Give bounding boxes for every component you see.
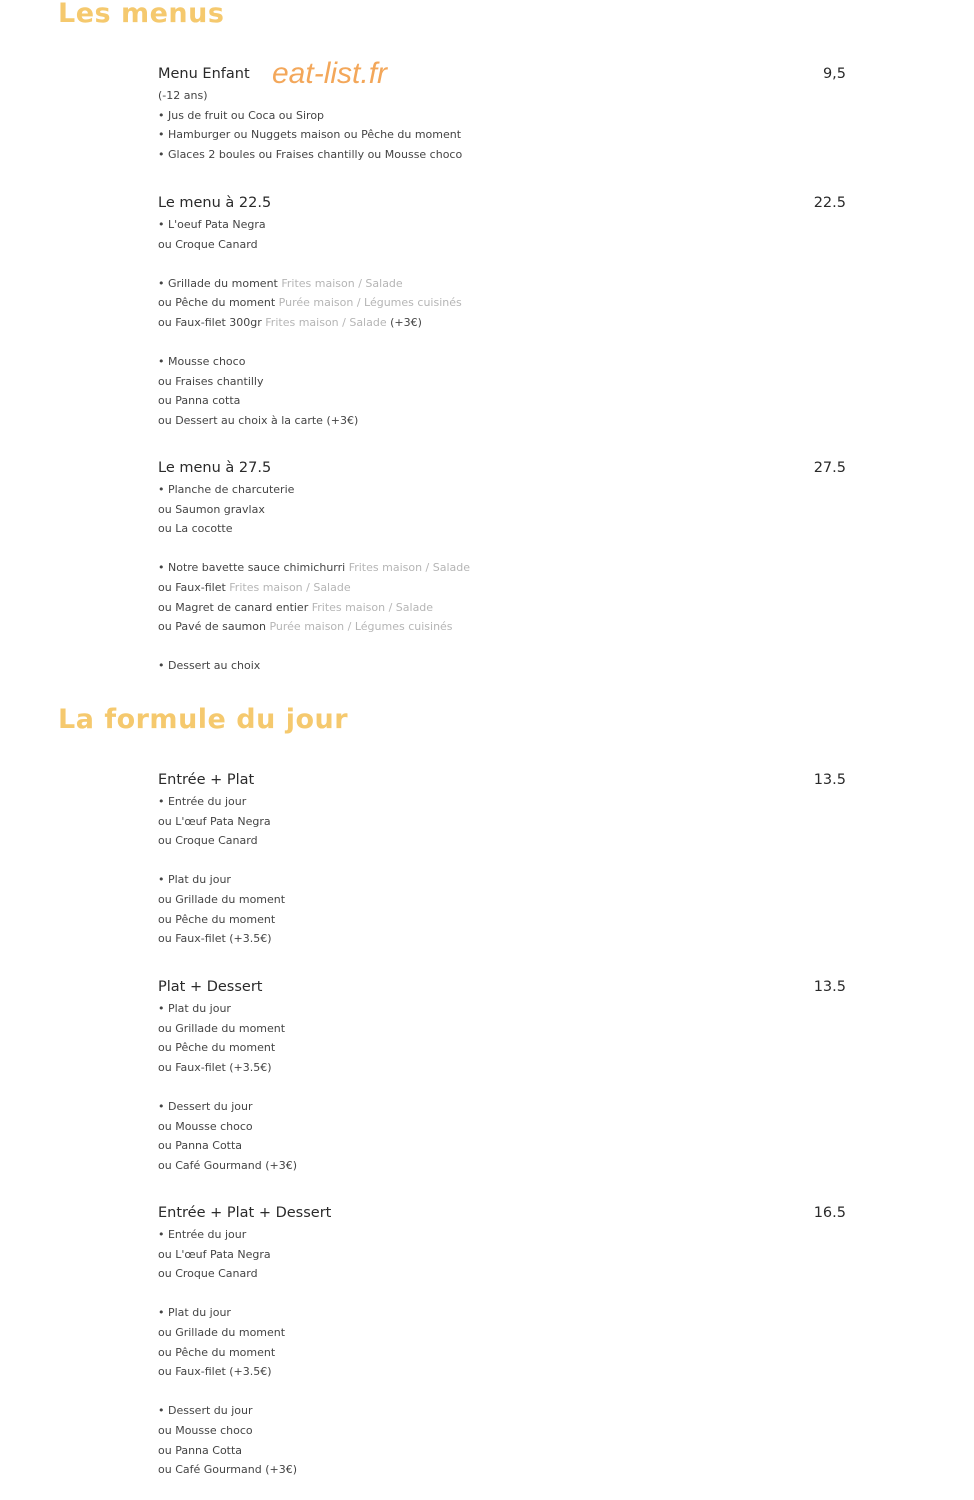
- menu-price: 16.5: [813, 1205, 846, 1221]
- menu-item: [158, 313, 846, 333]
- menu-item-side: Frites maison / Salade: [229, 580, 351, 594]
- menu-block: [158, 62, 846, 164]
- menu-item: [158, 1421, 846, 1441]
- menu-item-text: ou Faux-filet (+3.5€): [158, 1365, 272, 1379]
- menu-item: [158, 1019, 846, 1039]
- menu-item-side: Frites maison / Salade: [311, 600, 434, 614]
- menu-item-text: • Plat du jour: [158, 873, 231, 887]
- menu-item: [158, 1097, 846, 1117]
- menu-item-text: ou Croque Canard: [158, 1267, 258, 1281]
- menu-item: [158, 792, 846, 812]
- menu-item: [158, 391, 846, 411]
- menu-item-text: ou L'œuf Pata Negra: [158, 1247, 271, 1261]
- section-title-formule: La formule du jour: [58, 704, 349, 735]
- menu-item: [158, 1343, 846, 1363]
- menu-item: [158, 1460, 846, 1480]
- menu-header: [158, 456, 846, 480]
- menu-header: [158, 62, 846, 86]
- menu-item-text: • Dessert au choix: [158, 659, 261, 673]
- menu-item-text: ou Café Gourmand (+3€): [158, 1158, 298, 1172]
- menu-item: [158, 870, 846, 890]
- menu-block: [158, 191, 846, 431]
- menu-item: [158, 1038, 846, 1058]
- menu-item-text: ou Croque Canard: [158, 834, 258, 848]
- menu-item-text: ou Croque Canard: [158, 237, 258, 251]
- menu-item-side: Purée maison / Légumes cuisinés: [269, 620, 453, 634]
- menu-item: [158, 1362, 846, 1382]
- menu-item-text: • L'oeuf Pata Negra: [158, 218, 266, 231]
- menu-item: [158, 558, 846, 578]
- menu-item-list: [158, 480, 846, 676]
- menu-item: [158, 1117, 846, 1137]
- menu-item-text: • Notre bavette sauce chimichurri: [158, 561, 346, 575]
- menu-item: [158, 999, 846, 1019]
- menu-spacer: [158, 333, 846, 353]
- menu-header: [158, 1201, 846, 1225]
- menu-spacer: [158, 1382, 846, 1402]
- menu-block: [158, 456, 846, 676]
- menu-item-supplement: (+3€): [390, 315, 422, 329]
- menu-header: [158, 975, 846, 999]
- menu-item: [158, 145, 846, 165]
- menu-item: [158, 1323, 846, 1343]
- menu-item-list: [158, 1225, 846, 1480]
- menu-price: 13.5: [813, 772, 846, 788]
- menu-item-text: ou Mousse choco: [158, 1423, 253, 1437]
- menu-item-text: ou Pêche du moment: [158, 912, 276, 926]
- menu-item: [158, 411, 846, 431]
- menu-item: [158, 890, 846, 910]
- menu-item-text: • Plat du jour: [158, 1002, 231, 1015]
- menu-item-text: • Jus de fruit ou Coca ou Sirop: [158, 108, 325, 122]
- menu-block: [158, 975, 846, 1175]
- menu-item: [158, 812, 846, 832]
- menu-title: Entrée + Plat: [158, 772, 255, 788]
- menu-item-text: ou Fraises chantilly: [158, 374, 264, 388]
- menu-item-text: • Dessert du jour: [158, 1404, 253, 1418]
- menu-item-text: • Grillade du moment: [158, 276, 278, 290]
- menu-item-list: [158, 86, 846, 164]
- menu-item-side: Purée maison / Légumes cuisinés: [278, 296, 462, 310]
- menu-item: [158, 519, 846, 539]
- menu-price: 22.5: [813, 195, 846, 211]
- menu-item: [158, 910, 846, 930]
- menu-item: [158, 578, 846, 598]
- menu-item: [158, 929, 846, 949]
- menu-title: Le menu à 22.5: [158, 195, 272, 211]
- menu-item-text: ou Pavé de saumon: [158, 620, 266, 634]
- menu-block: [158, 1201, 846, 1480]
- menu-item-text: ou Grillade du moment: [158, 892, 286, 906]
- menu-item-text: ou L'œuf Pata Negra: [158, 814, 271, 828]
- menu-price: 27.5: [813, 460, 846, 476]
- menu-item-text: • Planche de charcuterie: [158, 483, 295, 496]
- menu-item-text: • Dessert du jour: [158, 1099, 253, 1113]
- menu-item-text: • Plat du jour: [158, 1306, 231, 1320]
- menu-price: 9,5: [822, 66, 846, 82]
- menu-item: [158, 215, 846, 235]
- menu-item-text: • Entrée du jour: [158, 1228, 247, 1241]
- menu-item: [158, 352, 846, 372]
- menu-item-text: ou Faux-filet 300gr: [158, 315, 262, 329]
- menu-item-list: [158, 999, 846, 1175]
- menu-item: [158, 274, 846, 294]
- menu-header: [158, 191, 846, 215]
- menu-item-text: (-12 ans): [158, 89, 208, 102]
- menu-item: [158, 1441, 846, 1461]
- menu-item: [158, 1136, 846, 1156]
- menu-item-text: ou Faux-filet (+3.5€): [158, 932, 272, 946]
- menu-item: [158, 235, 846, 255]
- menu-item-text: ou Panna Cotta: [158, 1139, 243, 1153]
- menu-item-text: • Hamburger ou Nuggets maison ou Pêche du moment: [158, 128, 462, 142]
- menu-item-text: ou Pêche du moment: [158, 1345, 276, 1359]
- menu-spacer: [158, 1077, 846, 1097]
- menu-item: [158, 1245, 846, 1265]
- menu-item: [158, 125, 846, 145]
- menu-item-text: • Mousse choco: [158, 355, 246, 369]
- menu-item-text: ou La cocotte: [158, 522, 233, 536]
- menu-item-text: ou Panna cotta: [158, 394, 241, 408]
- menu-item: [158, 500, 846, 520]
- menu-title: Menu Enfant: [158, 66, 250, 82]
- menu-item: [158, 86, 846, 106]
- menu-item-text: ou Faux-filet (+3.5€): [158, 1060, 272, 1074]
- menu-title: Entrée + Plat + Dessert: [158, 1205, 332, 1221]
- menu-spacer: [158, 851, 846, 871]
- menu-item-text: ou Pêche du moment: [158, 1041, 276, 1055]
- menu-item: [158, 1156, 846, 1176]
- menu-item-text: • Glaces 2 boules ou Fraises chantilly ou Mousse choco: [158, 147, 463, 161]
- menu-item-text: ou Faux-filet: [158, 580, 226, 594]
- menu-item: [158, 106, 846, 126]
- menu-item-list: [158, 792, 846, 949]
- menu-spacer: [158, 1284, 846, 1304]
- menu-spacer: [158, 254, 846, 274]
- menu-price: 13.5: [813, 979, 846, 995]
- menu-item-side: Frites maison / Salade: [281, 276, 403, 290]
- menu-block: [158, 768, 846, 949]
- menu-item: [158, 617, 846, 637]
- menu-header: [158, 768, 846, 792]
- menu-item-list: [158, 215, 846, 431]
- menu-item: [158, 1058, 846, 1078]
- menu-item-text: ou Panna Cotta: [158, 1443, 243, 1457]
- menu-spacer: [158, 637, 846, 657]
- menu-item-side: Frites maison / Salade: [265, 315, 387, 329]
- menu-item: [158, 598, 846, 618]
- menu-item: [158, 1225, 846, 1245]
- menu-item-text: ou Grillade du moment: [158, 1021, 286, 1035]
- menu-item: [158, 372, 846, 392]
- menu-spacer: [158, 539, 846, 559]
- menu-item-text: ou Dessert au choix à la carte (+3€): [158, 413, 359, 427]
- menu-item: [158, 656, 846, 676]
- menu-item-text: ou Pêche du moment: [158, 296, 276, 310]
- menu-item-text: ou Grillade du moment: [158, 1325, 286, 1339]
- menu-title: Le menu à 27.5: [158, 460, 272, 476]
- menu-item: [158, 293, 846, 313]
- menu-item-text: ou Saumon gravlax: [158, 502, 265, 516]
- menu-item: [158, 1264, 846, 1284]
- menu-item-text: ou Magret de canard entier: [158, 600, 309, 614]
- menu-item: [158, 1303, 846, 1323]
- menu-item: [158, 480, 846, 500]
- menu-item-text: ou Café Gourmand (+3€): [158, 1463, 298, 1477]
- menu-item: [158, 1401, 846, 1421]
- menu-title: Plat + Dessert: [158, 979, 263, 995]
- watermark-logo: eat-list.fr: [272, 57, 388, 90]
- menu-item-text: ou Mousse choco: [158, 1119, 253, 1133]
- menu-item-side: Frites maison / Salade: [348, 561, 471, 575]
- section-title-menus: Les menus: [58, 0, 225, 29]
- menu-item-text: • Entrée du jour: [158, 795, 247, 808]
- menu-item: [158, 831, 846, 851]
